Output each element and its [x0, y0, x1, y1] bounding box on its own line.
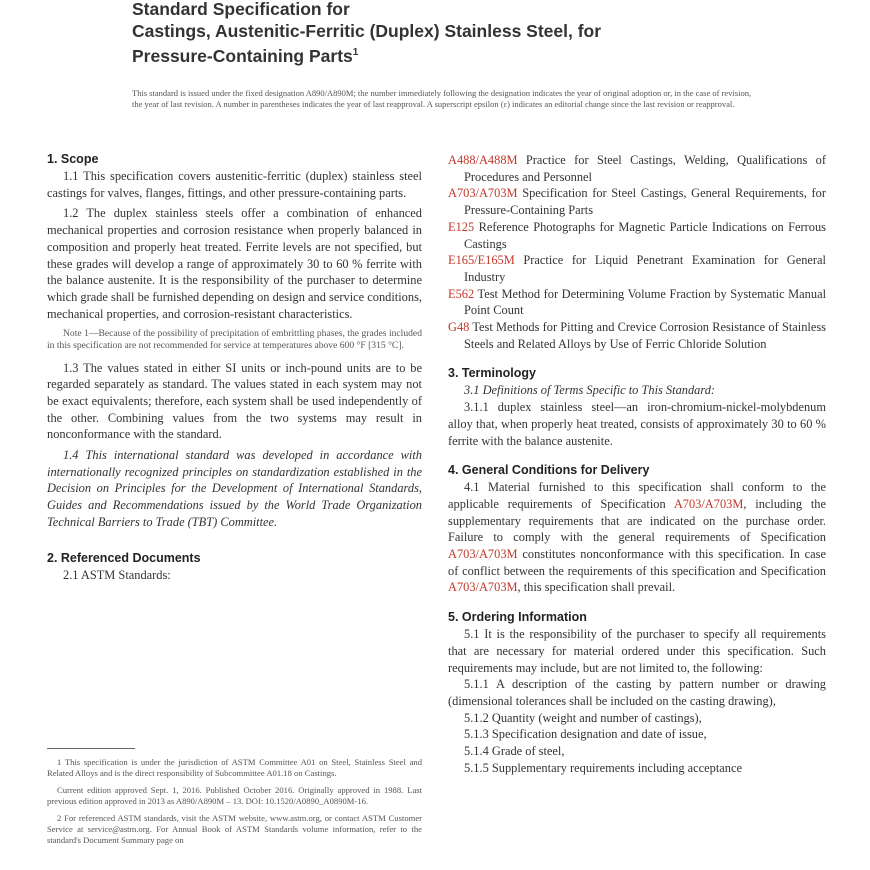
note-1: Note 1—Because of the possibility of precipitation of embrittling phases, the grades included in this specification are not recommended for service at temperatures above 600 °F [315 °C].	[47, 328, 422, 351]
ref-e165[interactable]: E165/E165M Practice for Liquid Penetrant Examination for General Industry	[448, 253, 826, 284]
para-5-1-5: 5.1.5 Supplementary requirements including acceptance	[464, 760, 743, 775]
para-5-1-2: 5.1.2 Quantity (weight and number of castings),	[464, 710, 702, 725]
link-a703-2[interactable]: A703/A703M	[448, 547, 518, 562]
footnote-1b: Current edition approved Sept. 1, 2016. Published October 2016. Originally approved in 1988. Last previous edition approved in 2013 as A890/A890M – 13. DOI: 10.1520/A0890_A0890M-16.	[47, 785, 422, 806]
title-footnote-mark: 1	[352, 47, 359, 58]
ref-g48[interactable]: G48 Test Methods for Pitting and Crevice Corrosion Resistance of Stainless Steels and Related Alloys by Use of Ferric Chloride Solution	[448, 320, 826, 351]
section-5-heading: 5. Ordering Information	[448, 610, 587, 625]
footnote-2: 2 For referenced ASTM standards, visit the ASTM website, www.astm.org, or contact ASTM Customer Service at service@astm.org. For Annual Book of ASTM Standards volume information, refer to the standard's Document Summary page on	[47, 813, 422, 845]
ref-e125[interactable]: E125 Reference Photographs for Magnetic Particle Indications on Ferrous Castings	[448, 219, 826, 251]
section-1-heading: 1. Scope	[47, 152, 99, 166]
left-column	[47, 150, 422, 583]
para-4-1: 4.1 Material furnished to this specification shall conform to the applicable requirements of Specification A703/A703M, including the supplementary requirements that are indicated on the purchase order. Failure to comply with the general requirements of Specification A703/A703M constitutes nonconformance with this specification. In case of conflict between the requirements of this specification and Specification A703/A703M, this specification shall prevail.	[448, 480, 827, 595]
para-2-1: 2.1 ASTM Standards:	[63, 567, 171, 582]
footnotes	[47, 757, 422, 852]
para-1-1: 1.1 This specification covers austenitic-ferritic (duplex) stainless steel castings for valves, flanges, fittings, and other pressure-containing parts.	[47, 169, 422, 200]
ref-e562[interactable]: E562 Test Method for Determining Volume Fraction by Systematic Manual Point Count	[448, 286, 827, 318]
ref-a488[interactable]: A488/A488M Practice for Steel Castings, Welding, Qualifications of Procedures and Personnel	[448, 153, 826, 184]
footnote-rule	[47, 748, 135, 749]
para-5-1-1: 5.1.1 A description of the casting by pattern number or drawing (dimensional tolerances shall be included on the casting drawing),	[448, 677, 826, 708]
document-title	[132, 0, 832, 67]
para-3-1-1: 3.1.1 duplex stainless steel—an iron-chromium-nickel-molybdenum alloy that, when properly heat treated, consists of approximately 30 to 60 % ferrite with the balance austenite.	[448, 400, 826, 448]
para-1-3: 1.3 The values stated in either SI units or inch-pound units are to be regarded separately as standard. The values stated in each system may not be exact equivalents; therefore, each system shall be used independently of the other. Combining values from the two systems may result in nonconformance with the standard.	[47, 360, 422, 442]
link-a703-3[interactable]: A703/A703M	[448, 580, 518, 595]
section-4-heading: 4. General Conditions for Delivery	[448, 463, 650, 478]
para-1-4: 1.4 This international standard was developed in accordance with internationally recognized principles on standardization established in the Decision on Principles for the Development of International Standards, Guides and Recommendations issued by the World Trade Organization Technical Barriers to Trade (TBT) Committee.	[47, 448, 422, 529]
para-1-2: 1.2 The duplex stainless steels offer a combination of enhanced mechanical properties and corrosion resistance when properly balanced in composition and properly heat treated. Ferrite levels are not specified, but these grades will develop a range of approximately 30 to 60 % ferrite with the balance austenite. It is the responsibility of the purchaser to determine which grade shall be furnished depending on design and service conditions, mechanical properties, and corrosion-resistant characteristics.	[47, 206, 422, 321]
title-line-2: Castings, Austenitic-Ferritic (Duplex) Stainless Steel, for	[132, 21, 602, 41]
para-5-1-3: 5.1.3 Specification designation and date of issue,	[464, 727, 707, 742]
title-line-3: Pressure-Containing Parts$^1$	[132, 45, 359, 66]
right-column	[448, 152, 826, 777]
section-2-heading: 2. Referenced Documents	[47, 550, 201, 565]
designation-notice: This standard is issued under the fixed designation A890/A890M; the number immediately following the designation indicates the year of original adoption or, in the case of revision, the year of last revision. A number in parentheses indicates the year of last reapproval. A superscript epsilon (ε) indicates an editorial change since the last revision or reapproval.	[132, 88, 752, 109]
link-a703-1[interactable]: A703/A703M	[673, 496, 744, 511]
section-3-heading: 3. Terminology	[448, 366, 536, 381]
para-3-1: 3.1 Definitions of Terms Specific to This Standard:	[464, 383, 716, 398]
para-5-1-4: 5.1.4 Grade of steel,	[464, 744, 565, 759]
ref-a703[interactable]: A703/A703M Specification for Steel Castings, General Requirements, for Pressure-Containing Parts	[448, 186, 826, 218]
title-line-1: Standard Specification for	[132, 0, 350, 19]
footnote-1: 1 This specification is under the jurisdiction of ASTM Committee A01 on Steel, Stainless Steel and Related Alloys and is the direct responsibility of Subcommittee A01.18 on Castings.	[47, 757, 422, 778]
para-5-1: 5.1 It is the responsibility of the purchaser to specify all requirements that are necessary for material ordered under this specification. Such requirements may include, but are not limited to, the following:	[448, 627, 826, 675]
